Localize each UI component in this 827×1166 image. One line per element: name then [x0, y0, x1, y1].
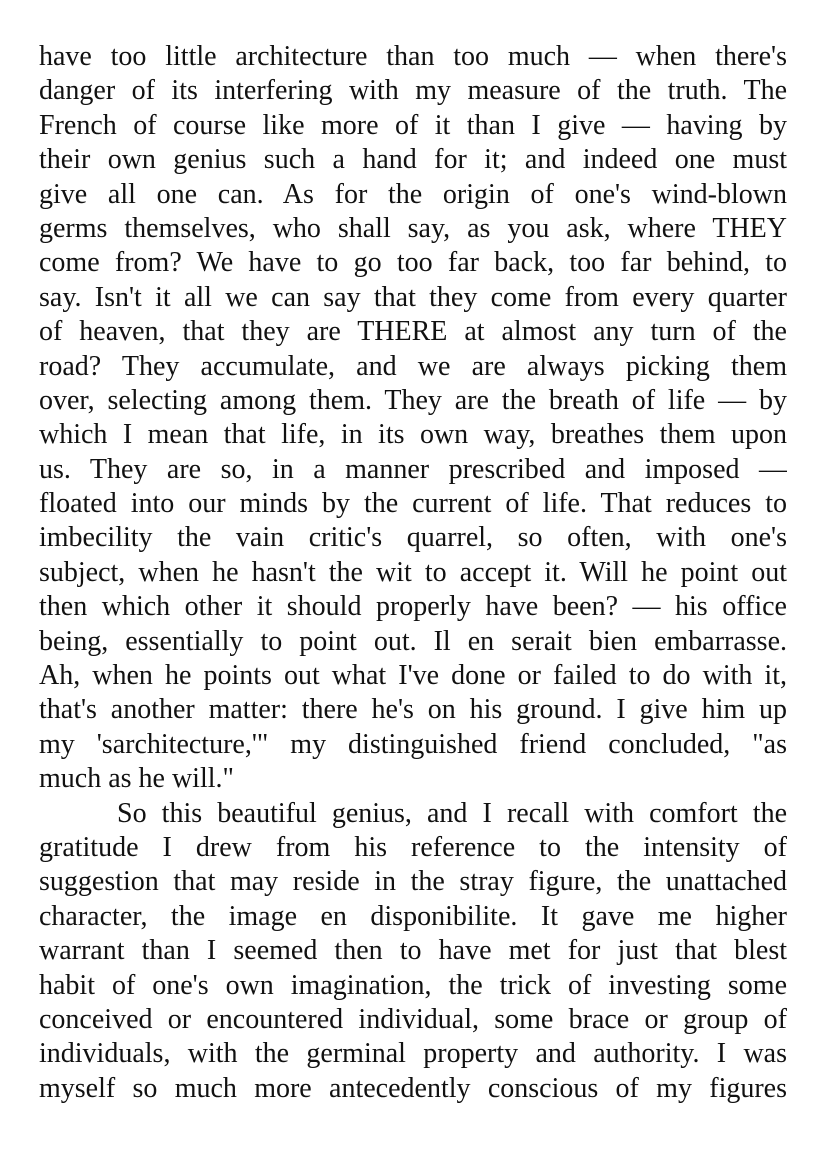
- text-line: warrant than I seemed then to have met for just that blest: [39, 935, 787, 967]
- text-line: being, essentially to point out. Il en serait bien embarrasse.: [39, 625, 787, 657]
- text-line: myself so much more antecedently conscious of my figures: [39, 1072, 787, 1104]
- text-line: my 'sarchitecture,'" my distinguished friend concluded, "as: [39, 728, 787, 760]
- text-line: danger of its interfering with my measure of the truth. The: [39, 75, 787, 107]
- document-page: [39, 40, 787, 1106]
- text-line: habit of one's own imagination, the trick of investing some: [39, 969, 787, 1001]
- text-line: imbecility the vain critic's quarrel, so often, with one's: [39, 522, 787, 554]
- text-line: that's another matter: there he's on his ground. I give him up: [39, 694, 787, 726]
- text-line: say. Isn't it all we can say that they come from every quarter: [39, 281, 787, 313]
- text-line: over, selecting among them. They are the breath of life — by: [39, 384, 787, 416]
- text-line: individuals, with the germinal property and authority. I was: [39, 1038, 787, 1070]
- text-line: character, the image en disponibilite. It gave me higher: [39, 900, 787, 932]
- text-line: germs themselves, who shall say, as you ask, where THEY: [39, 212, 787, 244]
- text-line: floated into our minds by the current of life. That reduces to: [39, 488, 787, 520]
- paragraph-first-line: So this beautiful genius, and I recall with comfort the: [117, 797, 787, 829]
- text-line: come from? We have to go too far back, too far behind, to: [39, 247, 787, 279]
- text-line: road? They accumulate, and we are always picking them: [39, 350, 787, 382]
- text-line: conceived or encountered individual, some brace or group of: [39, 1003, 787, 1035]
- text-line: gratitude I drew from his reference to the intensity of: [39, 831, 787, 863]
- text-line: subject, when he hasn't the wit to accept it. Will he point out: [39, 556, 787, 588]
- paragraph-last-line: much as he will.": [39, 763, 234, 795]
- text-line: which I mean that life, in its own way, breathes them upon: [39, 419, 787, 451]
- text-line: suggestion that may reside in the stray figure, the unattached: [39, 866, 787, 898]
- text-line: have too little architecture than too much — when there's: [39, 41, 787, 72]
- text-line: us. They are so, in a manner prescribed and imposed —: [39, 453, 787, 485]
- text-line: then which other it should properly have been? — his office: [39, 591, 787, 623]
- text-line: French of course like more of it than I give — having by: [39, 109, 787, 141]
- text-line: of heaven, that they are THERE at almost any turn of the: [39, 316, 787, 348]
- text-line: Ah, when he points out what I've done or failed to do with it,: [39, 660, 787, 692]
- text-line: their own genius such a hand for it; and indeed one must: [39, 144, 787, 176]
- text-line: give all one can. As for the origin of one's wind-blown: [39, 178, 787, 210]
